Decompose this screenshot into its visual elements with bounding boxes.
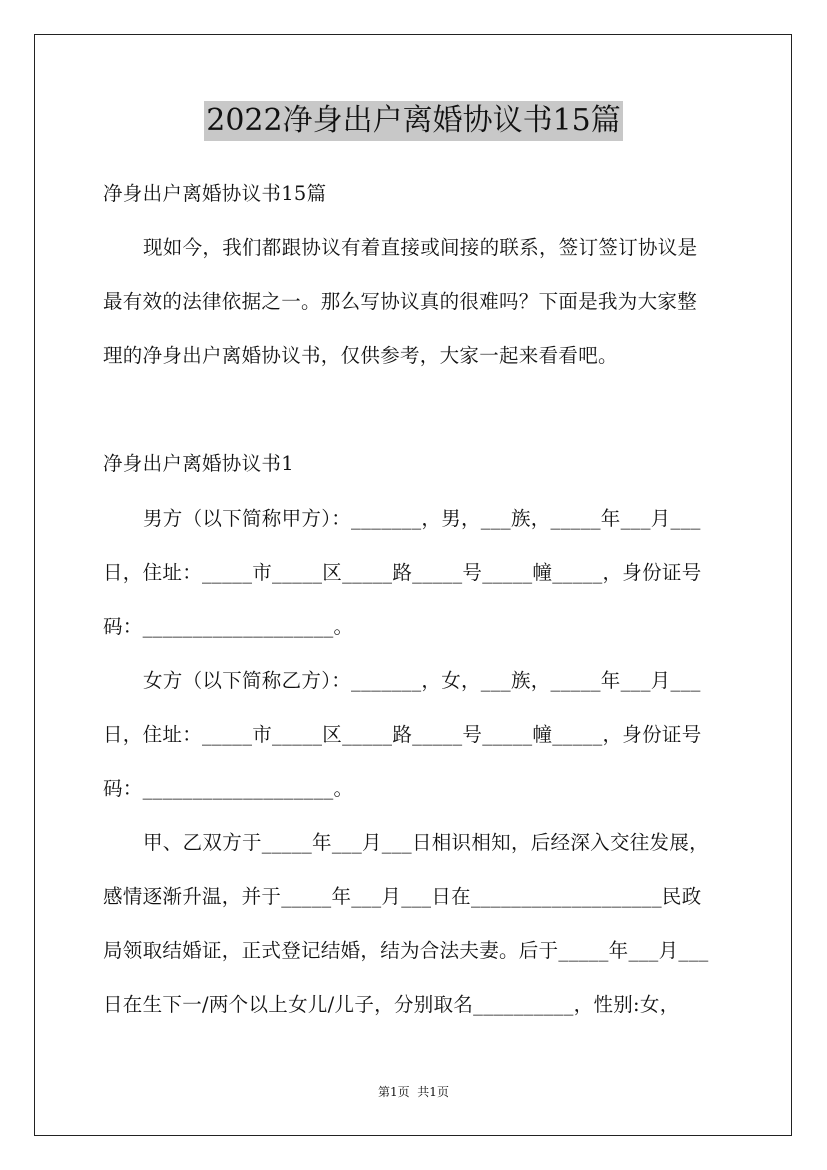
paragraph-line: 日在生下一/两个以上女儿/儿子，分别取名__________，性别:女， [103, 993, 680, 1016]
paragraph-line: 局领取结婚证，正式登记结婚，结为合法夫妻。后于_____年___月___ [103, 939, 709, 962]
paragraph-line: 感情逐渐升温，并于_____年___月___日在___________________民政 [103, 885, 702, 908]
subtitle-line: 净身出户离婚协议书15篇 [103, 182, 327, 205]
paragraph-line: 日，住址：_____市_____区_____路_____号_____幢_____，身份证号 [103, 723, 702, 746]
paragraph-line: 码：___________________。 [103, 615, 354, 638]
paragraph-line: 理的净身出户离婚协议书，仅供参考，大家一起来看看吧。 [103, 344, 618, 367]
paragraph-line: 甲、乙双方于_____年___月___日相识相知，后经深入交往发展， [143, 831, 709, 854]
paragraph-line: 日，住址：_____市_____区_____路_____号_____幢_____，身份证号 [103, 561, 702, 584]
paragraph-line: 女方（以下简称乙方）：_______，女，___族，_____年___月___ [143, 669, 701, 692]
section-heading: 净身出户离婚协议书1 [103, 452, 294, 475]
document-title: 2022净身出户离婚协议书15篇 [204, 101, 623, 141]
title-wrap [0, 101, 827, 141]
paragraph-line: 现如今，我们都跟协议有着直接或间接的联系，签订签订协议是 [143, 236, 698, 259]
paragraph-line: 最有效的法律依据之一。那么写协议真的很难吗？下面是我为大家整 [103, 290, 698, 313]
paragraph-line: 码：___________________。 [103, 777, 354, 800]
page-footer: 第1页 共1页 [378, 1085, 449, 1099]
paragraph-line: 男方（以下简称甲方）：_______，男，___族，_____年___月___ [143, 507, 701, 530]
